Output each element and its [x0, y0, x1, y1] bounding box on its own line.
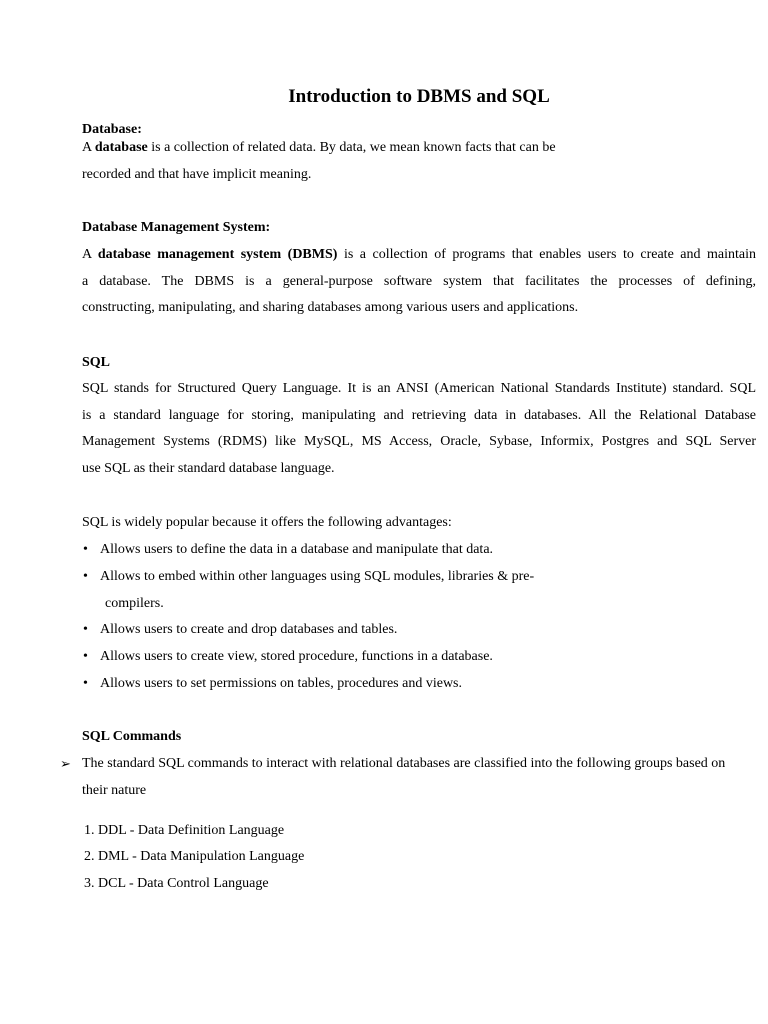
sql-commands-intro-line-2: their nature: [82, 783, 147, 798]
dbms-term: database management system (DBMS): [97, 247, 338, 262]
database-term: database: [94, 140, 148, 155]
advantage-item: Allows users to define the data in a database and manipulate that data.: [100, 542, 494, 557]
dbms-paragraph-line-3: constructing, manipulating, and sharing databases among various users and applications.: [82, 300, 579, 315]
command-group-item: 1. DDL - Data Definition Language: [84, 823, 285, 838]
advantage-item: Allows users to create view, stored procedure, functions in a database.: [100, 649, 493, 664]
sql-heading: SQL: [82, 355, 111, 370]
database-prefix: A: [82, 140, 95, 155]
dbms-paragraph-line-2: a database. The DBMS is a general-purpose software system that facilitates the processes of defining,: [82, 274, 756, 289]
page-title: Introduction to DBMS and SQL: [288, 86, 550, 107]
dbms-paragraph-line-1: [82, 246, 756, 264]
dbms-definition-rest: is a collection of programs that enables users to create and maintain: [337, 247, 756, 262]
bullet-marker: •: [83, 542, 88, 557]
sql-paragraph-line-1: SQL stands for Structured Query Language. It is an ANSI (American National Standards Institute) standard. SQL: [82, 381, 756, 396]
command-group-item: 3. DCL - Data Control Language: [84, 876, 269, 891]
database-definition-line-1: [82, 139, 556, 157]
advantage-item: Allows users to set permissions on tables, procedures and views.: [100, 676, 462, 691]
sql-commands-heading: SQL Commands: [82, 729, 182, 744]
bullet-marker: •: [83, 649, 88, 664]
bullet-marker: •: [83, 622, 88, 637]
dbms-prefix: A: [82, 247, 98, 262]
sql-commands-intro-line-1: The standard SQL commands to interact with relational databases are classified into the following groups based on: [82, 756, 726, 771]
bullet-marker: •: [83, 676, 88, 691]
advantage-item: Allows users to create and drop databases and tables.: [100, 622, 398, 637]
database-definition-line-2: recorded and that have implicit meaning.: [82, 167, 312, 182]
sql-advantages-intro: SQL is widely popular because it offers the following advantages:: [82, 515, 452, 530]
sql-paragraph-line-3: Management Systems (RDMS) like MySQL, MS Access, Oracle, Sybase, Informix, Postgres and SQL Server: [82, 434, 756, 449]
database-heading: Database:: [82, 122, 142, 137]
arrow-bullet-icon: ➢: [60, 756, 71, 771]
sql-paragraph-line-2: is a standard language for storing, manipulating and retrieving data in databases. All the Relational Database: [82, 408, 756, 423]
database-definition-rest: is a collection of related data. By data, we mean known facts that can be: [147, 140, 556, 155]
bullet-marker: •: [83, 569, 88, 584]
sql-paragraph-line-4: use SQL as their standard database language.: [82, 461, 335, 476]
dbms-heading: Database Management System:: [82, 220, 271, 235]
advantage-item-continuation: compilers.: [105, 596, 164, 611]
advantage-item: Allows to embed within other languages using SQL modules, libraries & pre-: [100, 569, 535, 584]
command-group-item: 2. DML - Data Manipulation Language: [84, 849, 305, 864]
